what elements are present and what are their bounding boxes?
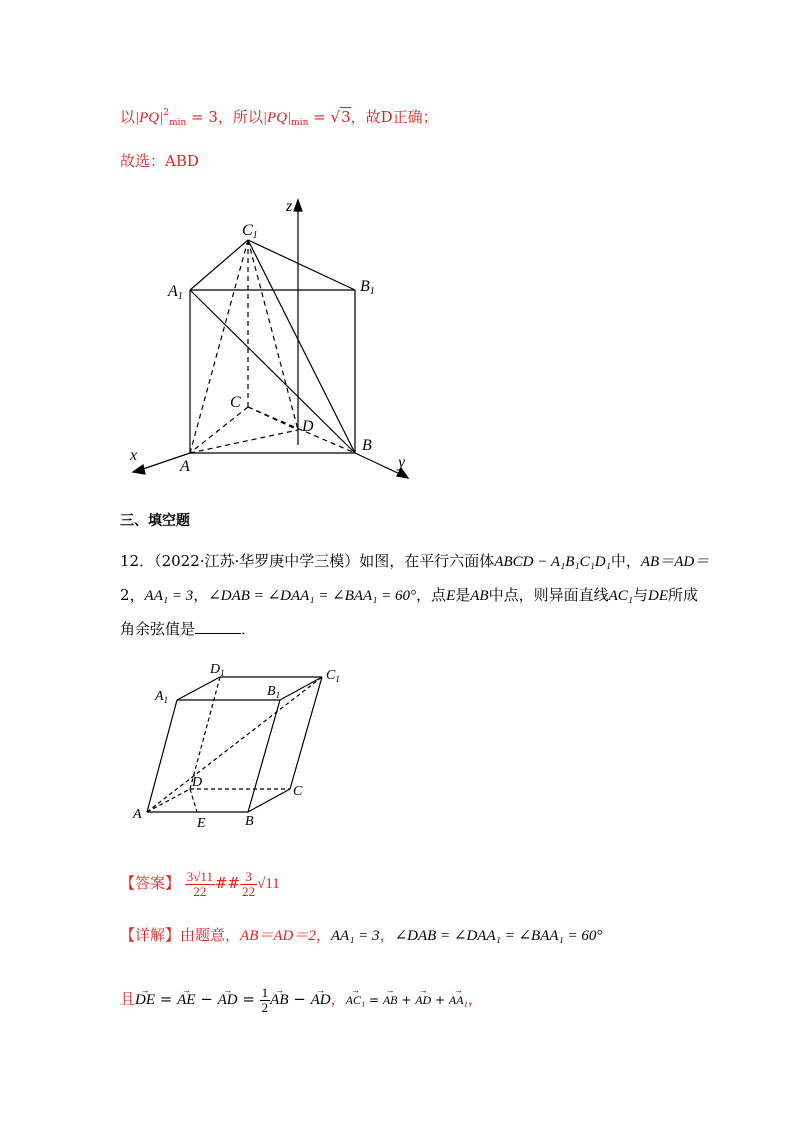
- label-b: B: [362, 437, 372, 454]
- eq-sign: =: [313, 108, 326, 126]
- q12-text-c: 角余弦值是: [120, 620, 196, 638]
- vec-ad-3: → AD: [415, 983, 431, 1017]
- segment-de: [190, 789, 197, 812]
- label-a: A: [180, 458, 190, 475]
- eq-3: = 3，: [191, 108, 233, 126]
- label-a1: $A_1$: [155, 689, 169, 705]
- edge-c1b1: [248, 240, 355, 290]
- abs-pq-2: |PQ|: [262, 110, 292, 126]
- answer-frac-2: $\frac{3}{22}$: [242, 868, 256, 899]
- vec-comma: ，: [330, 990, 346, 1008]
- detail-text: 由题意，: [180, 926, 241, 944]
- label-b1: $B_1$: [267, 684, 281, 700]
- q12-text-b-end: 所成: [668, 586, 699, 604]
- q12-de: DE: [648, 588, 668, 604]
- vec-ac1: → AC₁: [346, 983, 366, 1017]
- vec-minus-1: −: [195, 990, 218, 1008]
- section-title: 三、填空题: [120, 513, 190, 529]
- q12-line-3: [120, 618, 256, 640]
- edge-ca: [190, 407, 248, 453]
- edge-a1d1: [177, 677, 220, 700]
- prism-figure-1: [120, 195, 420, 495]
- label-d1: $D_1$: [210, 662, 225, 678]
- sub-min: min: [169, 118, 187, 128]
- abs-pq: |PQ|: [135, 110, 164, 126]
- label-b1: B1: [360, 278, 375, 297]
- edge-a1b: [190, 290, 355, 453]
- label-c1: $C_1$: [326, 668, 340, 684]
- detail-comma-1: ，: [315, 926, 331, 944]
- q12-text-b-mid: ，点: [416, 586, 447, 604]
- label-e: E: [197, 816, 206, 831]
- label-a1: A1: [168, 283, 183, 302]
- vec-eq-1: =: [155, 990, 178, 1008]
- label-y: y: [398, 454, 406, 471]
- label-d: D: [302, 418, 314, 435]
- y-axis: [355, 453, 402, 475]
- q12-text-b-mid3: 中点，则异面直线: [488, 586, 609, 604]
- q12-prism: ABCD − A₁B₁C₁D₁: [494, 554, 611, 570]
- answer-sep: ##: [214, 874, 241, 892]
- q12-point-e: E: [446, 588, 456, 604]
- vec-expr-2: [346, 993, 468, 1007]
- vec-half: $\frac{1}{2}$: [261, 984, 269, 1015]
- answer-line: [120, 866, 280, 900]
- q12-text-b-mid4: 与: [632, 586, 648, 604]
- vec-eq-2: =: [237, 990, 260, 1008]
- detail-aa1: AA₁ = 3: [330, 928, 380, 944]
- edge-b1c1: [280, 677, 322, 700]
- q12-ac1: AC₁: [608, 588, 633, 604]
- edge-a1c1: [190, 240, 248, 290]
- q12-text-b-start: 2，: [120, 586, 145, 604]
- vec-plus-1: +: [397, 993, 416, 1007]
- edge-d1d: [190, 677, 220, 789]
- sub-min-2: min: [291, 118, 309, 128]
- vec-prefix: 且: [120, 990, 136, 1008]
- text-so: 所以: [232, 108, 263, 126]
- text-prefix: 以: [120, 108, 136, 126]
- q12-text-a-end: 中，: [610, 552, 641, 570]
- vec-eq-3: =: [365, 993, 383, 1007]
- label-x: x: [130, 447, 138, 464]
- edge-ad: [190, 430, 298, 453]
- edge-bc: [248, 789, 290, 812]
- choice-line: 故选：ABD: [120, 152, 199, 170]
- q12-angles: ∠DAB = ∠DAA₁ = ∠BAA₁ = 60°: [208, 588, 417, 604]
- edge-c1a: [190, 240, 248, 453]
- answer-tag: 【答案】: [120, 874, 181, 892]
- label-z: z: [286, 198, 293, 215]
- answer-tail: √11: [257, 876, 280, 892]
- detail-cond: AB＝AD＝2: [240, 928, 316, 944]
- vec-ab-2: → AB: [383, 983, 398, 1017]
- text-conclude: ，故D正确；: [350, 108, 438, 126]
- vec-aa1: → AA₁: [449, 983, 468, 1017]
- edge-c1c: [290, 677, 322, 789]
- detail-angles: ∠DAB = ∠DAA₁ = ∠BAA₁ = 60°: [394, 928, 603, 944]
- edge-ad: [147, 789, 190, 812]
- q12-text-b-mid2: 是: [455, 586, 471, 604]
- parallelepiped-figure: [130, 655, 370, 835]
- vec-plus-2: +: [431, 993, 449, 1007]
- label-d: D: [192, 775, 203, 790]
- q12-text-c-end: ．: [241, 620, 257, 638]
- label-a: A: [133, 807, 142, 822]
- sqrt-3: 3: [341, 108, 351, 126]
- vec-ad: → AD: [218, 983, 238, 1017]
- q12-text-a: 12．（2022·江苏·华罗庚中学三模）如图，在平行六面体: [120, 552, 495, 570]
- answer-blank[interactable]: [195, 619, 241, 634]
- vec-ae: → AE: [177, 983, 195, 1017]
- label-c: C: [230, 394, 241, 411]
- detail-line: [120, 924, 602, 947]
- q12-line-2: [120, 584, 698, 607]
- q12-ab: AB: [470, 588, 489, 604]
- edge-c1d: [248, 240, 298, 430]
- vec-ad-2: → AD: [311, 983, 331, 1017]
- answer-frac-1: $\frac{3√11}{22}$: [186, 868, 213, 899]
- vec-de: → DE: [135, 983, 155, 1017]
- solution-line-pq: 以$|PQ|^2_{min} = 3$，所以$|PQ|_{min} = √3$，故D正确；: [120, 108, 438, 128]
- edge-a1a: [147, 700, 177, 812]
- label-c: C: [293, 784, 303, 799]
- detail-comma-2: ，: [379, 926, 395, 944]
- vector-line: [120, 982, 483, 1016]
- q12-line-1: [120, 550, 709, 573]
- sup-2: 2: [163, 108, 169, 118]
- q12-aa1: AA₁ = 3: [144, 588, 194, 604]
- x-arrow-icon: [133, 465, 145, 474]
- label-b: B: [245, 814, 254, 829]
- vec-end: ，: [467, 990, 483, 1008]
- q12-comma: ，: [193, 586, 209, 604]
- z-arrow-icon: [294, 200, 302, 211]
- detail-tag: 【详解】: [120, 926, 181, 944]
- q12-ab-ad: AB＝AD＝: [640, 554, 710, 570]
- vec-ab: → AB: [270, 983, 288, 1017]
- vec-minus-2: −: [288, 990, 311, 1008]
- vec-expr-1: [135, 984, 331, 1015]
- label-c1: C1: [242, 222, 258, 241]
- edge-cd: [248, 407, 298, 430]
- edge-b1b: [248, 700, 280, 812]
